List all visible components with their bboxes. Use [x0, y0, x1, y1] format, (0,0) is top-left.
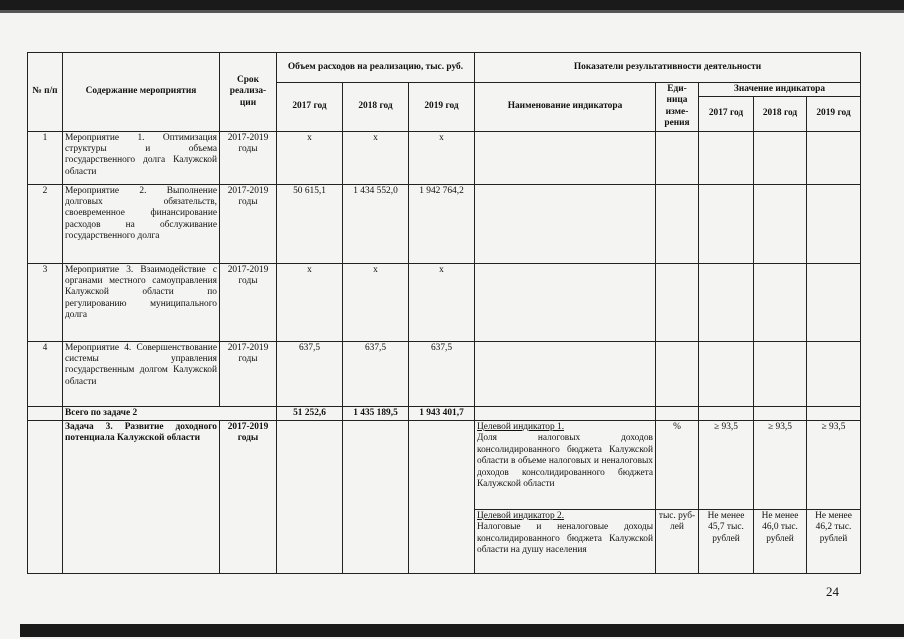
- indicator-1-unit: %: [656, 421, 699, 510]
- row-2019: 637,5: [409, 341, 475, 406]
- row-2018: 637,5: [343, 341, 409, 406]
- row-2018: 1 434 552,0: [343, 184, 409, 263]
- indicator-2: [475, 510, 656, 574]
- scan-bottom-border: [20, 624, 904, 637]
- task3-term: 2017-2019 годы: [220, 421, 277, 574]
- row-term: 2017-2019 годы: [220, 184, 277, 263]
- header-2018: 2018 год: [343, 83, 409, 132]
- empty-cell: [475, 406, 656, 420]
- header-row-1: [28, 53, 861, 83]
- row-num: 2: [28, 184, 63, 263]
- empty-cell: [699, 263, 754, 341]
- empty-cell: [656, 263, 699, 341]
- page-number: 24: [826, 584, 839, 599]
- empty-cell: [475, 131, 656, 184]
- header-ind-2018: 2018 год: [754, 97, 807, 131]
- indicator-1-2019: ≥ 93,5: [807, 421, 861, 510]
- empty-cell: [754, 341, 807, 406]
- row-term: 2017-2019 годы: [220, 341, 277, 406]
- empty-cell: [807, 406, 861, 420]
- empty-cell: [656, 406, 699, 420]
- row-num: 3: [28, 263, 63, 341]
- empty-cell: [754, 406, 807, 420]
- indicator-1: [475, 421, 656, 510]
- row-term: 2017-2019 годы: [220, 263, 277, 341]
- empty-cell: [699, 131, 754, 184]
- row-content: Мероприятие 4. Совершенствование системы управления государственным долгом Калужской области: [63, 341, 220, 406]
- empty-cell: [807, 341, 861, 406]
- row-2019: x: [409, 263, 475, 341]
- row-2018: x: [343, 263, 409, 341]
- indicator-1-2018: ≥ 93,5: [754, 421, 807, 510]
- header-unit: Еди-ница изме-рения: [656, 83, 699, 132]
- row-content: Мероприятие 1. Оптимизация структуры и объема государственного долга Калужской области: [63, 131, 220, 184]
- empty-cell: [475, 341, 656, 406]
- indicator-2-unit: тыс. руб-лей: [656, 510, 699, 574]
- table-row: [28, 263, 861, 341]
- empty-cell: [699, 184, 754, 263]
- empty-cell: [754, 184, 807, 263]
- header-num: № п/п: [28, 53, 63, 132]
- total-row: [28, 406, 861, 420]
- empty-cell: [277, 421, 343, 574]
- task3-content: Задача 3. Развитие доходного потенциала Калужской области: [63, 421, 220, 574]
- indicator-2-2019: Не менее 46,2 тыс. рублей: [807, 510, 861, 574]
- empty-cell: [475, 184, 656, 263]
- total-2019: 1 943 401,7: [409, 406, 475, 420]
- header-term: Срок реализа-ции: [220, 53, 277, 132]
- table-row: [28, 131, 861, 184]
- empty-cell: [656, 341, 699, 406]
- table-row: [28, 184, 861, 263]
- row-content: Мероприятие 2. Выполнение долговых обязательств, своевременное финансирование расходов на обслуживание государственного долга: [63, 184, 220, 263]
- empty-cell: [656, 131, 699, 184]
- total-label: Всего по задаче 2: [63, 406, 277, 420]
- empty-cell: [343, 421, 409, 574]
- header-2017: 2017 год: [277, 83, 343, 132]
- header-content: Содержание мероприятия: [63, 53, 220, 132]
- empty-cell: [807, 131, 861, 184]
- row-2019: x: [409, 131, 475, 184]
- empty-cell: [28, 406, 63, 420]
- row-2017: 50 615,1: [277, 184, 343, 263]
- indicator-2-text: Налоговые и неналоговые доходы консолидированного бюджета Калужской области на душу населения: [477, 522, 653, 556]
- header-ind-2019: 2019 год: [807, 97, 861, 131]
- empty-cell: [754, 263, 807, 341]
- indicator-1-text: Доля налоговых доходов консолидированного бюджета Калужской области в объеме налоговых и неналоговых доходов консолидированного бюджета Калужской области: [477, 433, 653, 490]
- empty-cell: [699, 341, 754, 406]
- header-indicator-value: Значение индикатора: [699, 83, 861, 97]
- empty-cell: [656, 184, 699, 263]
- budget-table-wrapper: [27, 52, 861, 574]
- header-2019: 2019 год: [409, 83, 475, 132]
- indicator-2-2017: Не менее 45,7 тыс. рублей: [699, 510, 754, 574]
- total-2017: 51 252,6: [277, 406, 343, 420]
- scan-top-border: [0, 0, 904, 10]
- header-indicators: Показатели результативности деятельности: [475, 53, 861, 83]
- row-2018: x: [343, 131, 409, 184]
- row-2017: 637,5: [277, 341, 343, 406]
- row-2017: x: [277, 131, 343, 184]
- header-indicator-name: Наименование индикатора: [475, 83, 656, 132]
- budget-table: [27, 52, 861, 574]
- indicator-1-2017: ≥ 93,5: [699, 421, 754, 510]
- empty-cell: [807, 184, 861, 263]
- indicator-2-2018: Не менее 46,0 тыс. рублей: [754, 510, 807, 574]
- row-num: 1: [28, 131, 63, 184]
- total-2018: 1 435 189,5: [343, 406, 409, 420]
- row-2019: 1 942 764,2: [409, 184, 475, 263]
- row-num: 4: [28, 341, 63, 406]
- empty-cell: [807, 263, 861, 341]
- row-2017: x: [277, 263, 343, 341]
- empty-cell: [699, 406, 754, 420]
- scan-top-border-shadow: [0, 10, 904, 13]
- row-content: Мероприятие 3. Взаимодействие с органами местного самоуправления Калужской области по регулированию муниципального долга: [63, 263, 220, 341]
- empty-cell: [409, 421, 475, 574]
- header-ind-2017: 2017 год: [699, 97, 754, 131]
- empty-cell: [28, 421, 63, 574]
- task3-row-indicator1: [28, 421, 861, 510]
- header-expenses: Объем расходов на реализацию, тыс. руб.: [277, 53, 475, 83]
- empty-cell: [475, 263, 656, 341]
- row-term: 2017-2019 годы: [220, 131, 277, 184]
- indicator-2-title: Целевой индикатор 2.: [477, 511, 565, 522]
- indicator-1-title: Целевой индикатор 1.: [477, 422, 565, 433]
- empty-cell: [754, 131, 807, 184]
- table-row: [28, 341, 861, 406]
